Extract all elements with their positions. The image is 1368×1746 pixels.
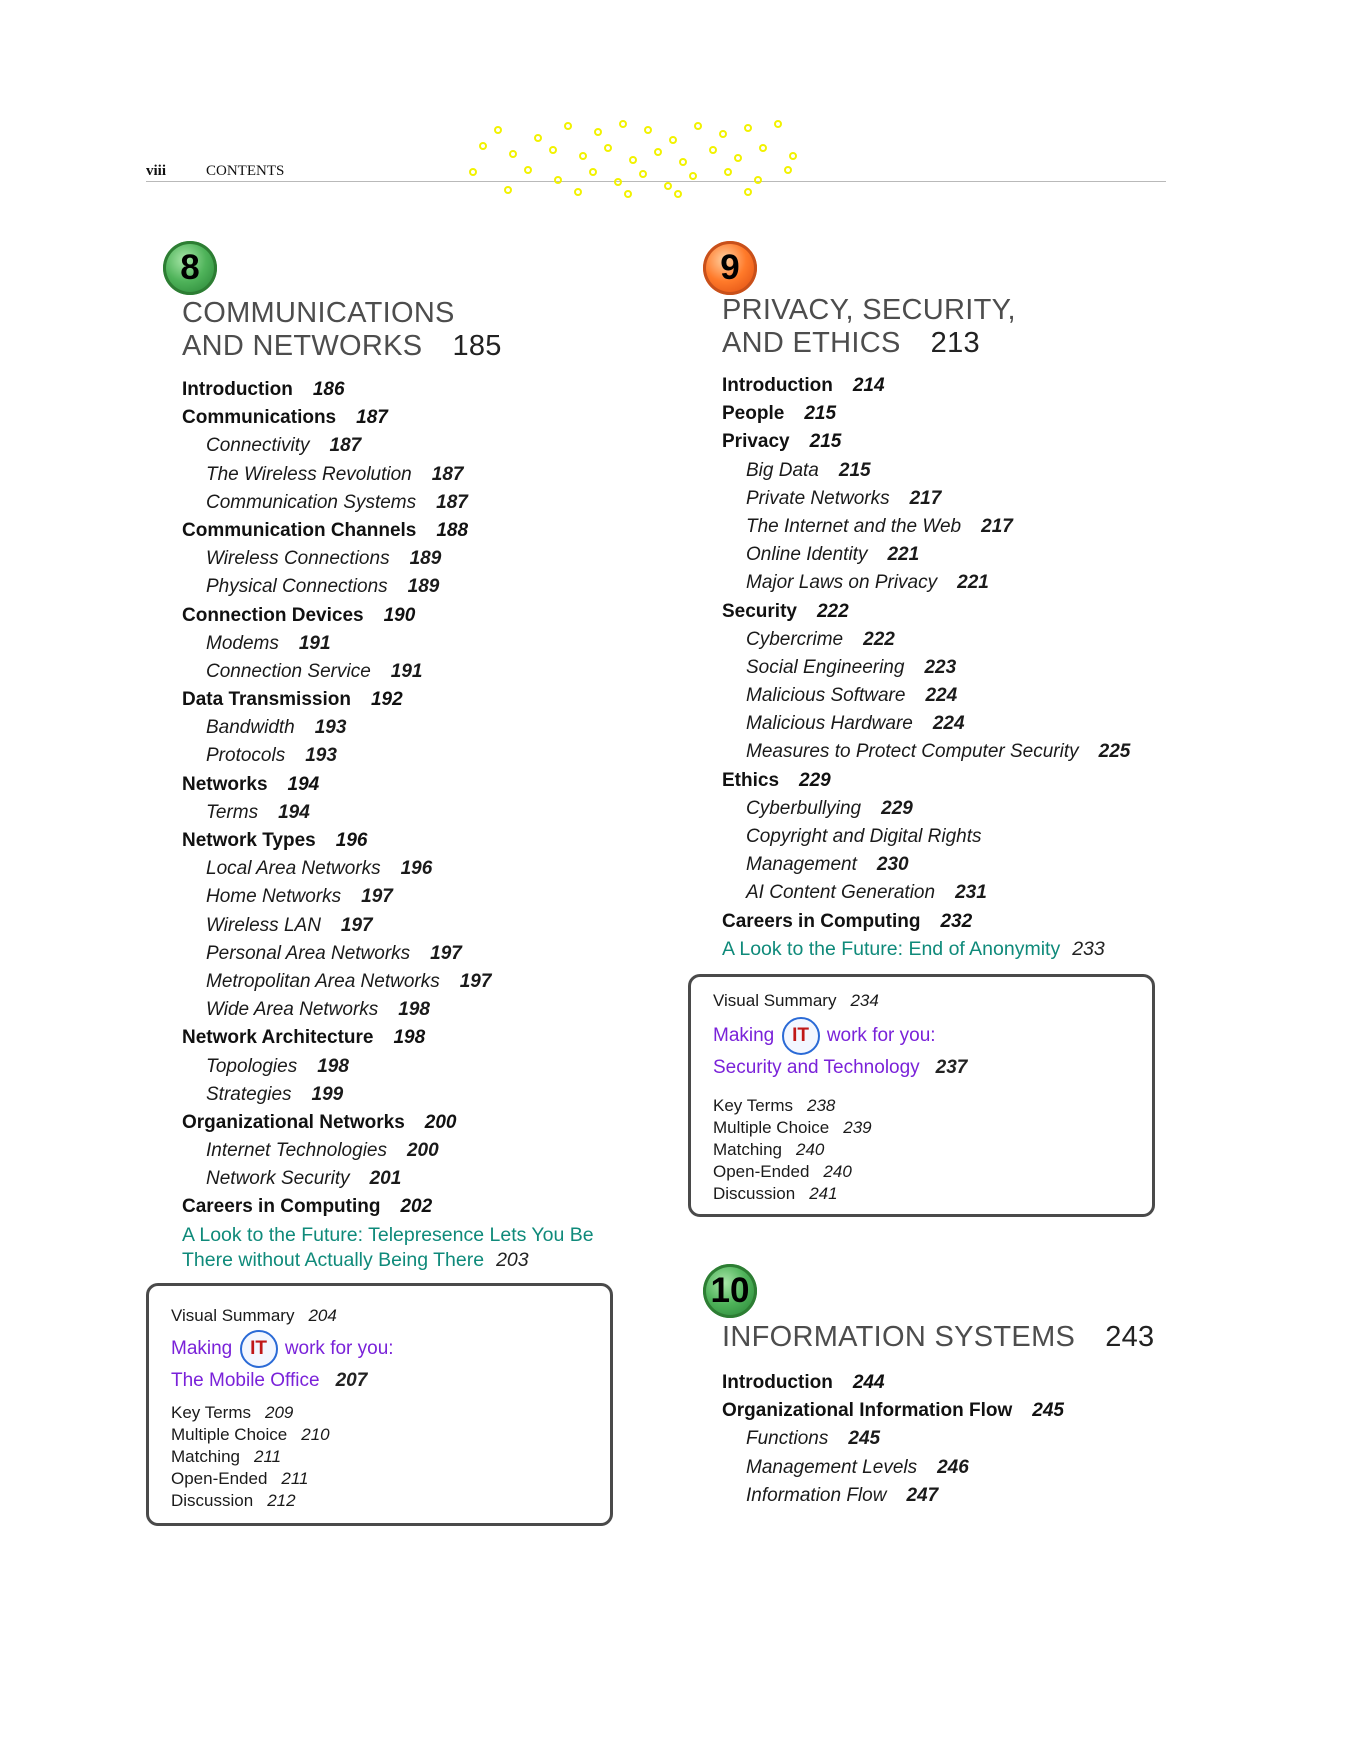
making-label: Making (713, 1025, 775, 1047)
chapter-9-review-box (688, 974, 1155, 1217)
visual-summary[interactable] (171, 1306, 337, 1326)
visual-summary-label: Visual Summary (171, 1306, 295, 1325)
toc-title: Security (722, 600, 797, 622)
toc-section[interactable] (722, 372, 1130, 400)
toc-subsection[interactable] (722, 569, 1130, 597)
visual-summary-page: 204 (308, 1306, 337, 1325)
end-item-label: Open-Ended (713, 1162, 810, 1181)
toc-subsection[interactable] (722, 795, 1130, 823)
toc-title: Terms (206, 801, 259, 823)
toc-subsection[interactable] (722, 1454, 1064, 1482)
chapter-8-title-line2: AND NETWORKS (182, 330, 423, 362)
toc-section[interactable] (182, 517, 491, 545)
decorative-dots-graphic (458, 120, 818, 200)
toc-page: 232 (940, 910, 973, 932)
toc-page: 247 (906, 1484, 939, 1506)
toc-subsection[interactable] (722, 710, 1130, 738)
toc-title: Communication Channels (182, 519, 417, 541)
toc-page: 223 (924, 656, 957, 678)
toc-title: Online Identity (746, 544, 868, 566)
toc-title: Ethics (722, 769, 780, 791)
toc-title: Malicious Hardware (746, 713, 913, 735)
toc-title: Connection Service (206, 660, 371, 682)
toc-subsection[interactable] (182, 742, 491, 770)
toc-subsection[interactable] (722, 485, 1130, 513)
toc-section[interactable] (722, 400, 1130, 428)
toc-subsection[interactable] (722, 682, 1130, 710)
page-number: viii (146, 163, 167, 179)
toc-title: Organizational Networks (182, 1111, 405, 1133)
end-item-page: 212 (267, 1491, 296, 1510)
toc-title: Connectivity (206, 435, 310, 457)
future-line1: A Look to the Future: Telepresence Lets You Be (182, 1224, 594, 1246)
end-item-label: Key Terms (171, 1403, 251, 1422)
toc-page: 186 (312, 379, 345, 400)
toc-page: 214 (852, 375, 885, 396)
toc-title: Organizational Information Flow (722, 1400, 1013, 1422)
end-of-chapter-item[interactable] (713, 1161, 872, 1183)
end-of-chapter-list (713, 1095, 872, 1205)
toc-title: Introduction (722, 1372, 833, 1393)
toc-title: Network Architecture (182, 1027, 374, 1049)
toc-subsection[interactable] (182, 799, 491, 827)
chapter-10-title (722, 1321, 1154, 1354)
toc-title: The Internet and the Web (746, 515, 962, 537)
future-page: 203 (496, 1249, 529, 1271)
toc-section[interactable] (722, 598, 1130, 626)
toc-title: Copyright and Digital Rights (746, 826, 982, 847)
work-for-you-label: work for you: (284, 1338, 394, 1360)
chapter-9-badge: 9 (703, 241, 757, 295)
chapter-9-page: 213 (930, 327, 980, 359)
toc-title: Introduction (182, 379, 293, 400)
toc-title: Private Networks (746, 487, 890, 509)
toc-page: 187 (329, 435, 362, 457)
toc-title: Personal Area Networks (206, 942, 411, 964)
making-topic-page: 237 (935, 1057, 968, 1078)
toc-page: 200 (424, 1111, 457, 1133)
toc-subsection[interactable] (722, 823, 1130, 851)
end-item-page: 240 (823, 1162, 852, 1181)
end-item-label: Matching (171, 1447, 240, 1466)
toc-subsection[interactable] (722, 513, 1130, 541)
toc-title: Network Types (182, 830, 316, 851)
toc-page: 194 (278, 801, 310, 823)
toc-page: 229 (881, 797, 913, 819)
toc-page: 189 (407, 576, 440, 598)
toc-page: 198 (398, 999, 430, 1021)
chapter-8-page: 185 (452, 330, 502, 362)
toc-title: Connection Devices (182, 604, 364, 626)
end-of-chapter-item[interactable] (713, 1183, 872, 1205)
chapter-10-toc (722, 1369, 1064, 1510)
toc-title: Bandwidth (206, 717, 295, 739)
end-item-page: 211 (253, 1447, 282, 1466)
toc-section[interactable] (182, 1024, 491, 1052)
toc-page: 189 (409, 548, 442, 570)
future-line1: A Look to the Future: End of Anonymity (722, 938, 1061, 960)
end-item-label: Discussion (171, 1491, 254, 1510)
toc-section[interactable] (722, 767, 1130, 795)
toc-section[interactable] (182, 686, 491, 714)
toc-page: 229 (799, 769, 831, 791)
toc-page: 202 (400, 1196, 433, 1218)
toc-title: Metropolitan Area Networks (206, 970, 440, 992)
end-of-chapter-item[interactable] (171, 1402, 330, 1424)
toc-page: 199 (311, 1083, 344, 1105)
toc-page: 197 (340, 914, 373, 936)
toc-subsection[interactable] (722, 654, 1130, 682)
toc-subsection[interactable] (182, 658, 491, 686)
end-item-page: 209 (265, 1403, 294, 1422)
work-for-you-label: work for you: (826, 1025, 936, 1047)
making-it-topic[interactable] (713, 1057, 967, 1079)
toc-page: 215 (809, 431, 842, 453)
end-of-chapter-item[interactable] (171, 1424, 330, 1446)
toc-page: 246 (937, 1456, 969, 1478)
end-item-page: 238 (807, 1096, 836, 1115)
toc-page: 217 (909, 487, 942, 509)
toc-title: Malicious Software (746, 685, 906, 707)
toc-subsection[interactable] (182, 714, 491, 742)
toc-section[interactable] (722, 908, 1130, 936)
toc-title: AI Content Generation (746, 882, 936, 904)
toc-subsection[interactable] (182, 940, 491, 968)
toc-page: 245 (1032, 1400, 1064, 1422)
end-of-chapter-item[interactable] (171, 1468, 330, 1490)
making-topic-label: Security and Technology (713, 1057, 920, 1078)
end-item-page: 210 (301, 1425, 330, 1444)
end-item-page: 241 (809, 1184, 838, 1203)
toc-page: 224 (932, 713, 965, 735)
future-page: 233 (1072, 938, 1105, 960)
toc-page: 197 (459, 970, 492, 992)
toc-section[interactable] (182, 827, 491, 855)
visual-summary-page: 234 (850, 991, 879, 1010)
visual-summary-label: Visual Summary (713, 991, 837, 1010)
toc-section[interactable] (182, 376, 491, 404)
toc-title: Internet Technologies (206, 1140, 387, 1162)
toc-title: Careers in Computing (722, 910, 921, 932)
toc-title: Privacy (722, 431, 790, 453)
toc-page: 217 (981, 515, 1013, 537)
toc-page: 196 (335, 830, 368, 851)
toc-subsection[interactable] (722, 457, 1130, 485)
it-logo-icon: IT (240, 1330, 278, 1368)
end-item-label: Matching (713, 1140, 782, 1159)
toc-page: 221 (887, 544, 920, 566)
toc-section[interactable] (182, 404, 491, 432)
end-item-label: Discussion (713, 1184, 796, 1203)
toc-page: 200 (406, 1140, 439, 1162)
toc-subsection[interactable] (722, 1482, 1064, 1510)
toc-title: Home Networks (206, 886, 342, 908)
chapter-10-badge: 10 (703, 1264, 757, 1318)
making-topic-label: The Mobile Office (171, 1370, 320, 1391)
toc-subsection[interactable] (182, 461, 491, 489)
toc-title: Careers in Computing (182, 1196, 381, 1218)
toc-page: 187 (431, 463, 464, 485)
making-label: Making (171, 1338, 233, 1360)
toc-subsection[interactable] (182, 1053, 491, 1081)
end-item-page: 211 (281, 1469, 309, 1488)
chapter-9-title (722, 294, 1016, 360)
toc-page: 190 (383, 604, 416, 626)
toc-page: 201 (369, 1168, 402, 1190)
toc-subsection[interactable] (182, 573, 491, 601)
toc-section[interactable] (722, 428, 1130, 456)
toc-title: Wireless LAN (206, 914, 321, 936)
toc-subsection[interactable] (182, 855, 491, 883)
toc-title: Networks (182, 773, 268, 795)
end-of-chapter-item[interactable] (713, 1095, 872, 1117)
toc-page: 193 (305, 745, 337, 767)
toc-subsection[interactable] (722, 1425, 1064, 1453)
end-item-label: Multiple Choice (171, 1425, 288, 1444)
toc-section[interactable] (182, 602, 491, 630)
it-logo-icon: IT (782, 1017, 820, 1055)
toc-page: 192 (370, 689, 403, 711)
future-line2: There without Actually Being There (182, 1249, 485, 1271)
toc-subsection[interactable] (722, 879, 1130, 907)
toc-page: 197 (361, 886, 393, 908)
end-of-chapter-item[interactable] (713, 1139, 872, 1161)
end-of-chapter-item[interactable] (171, 1446, 330, 1468)
toc-subsection[interactable] (182, 489, 491, 517)
toc-title: Communications (182, 407, 337, 429)
toc-title: The Wireless Revolution (206, 463, 412, 485)
toc-title: Wireless Connections (206, 548, 390, 570)
toc-page: 187 (356, 407, 388, 429)
toc-page: 221 (957, 572, 989, 594)
toc-title: Topologies (206, 1055, 298, 1077)
toc-title: Strategies (206, 1083, 292, 1105)
toc-title: Data Transmission (182, 689, 351, 711)
toc-subsection[interactable] (182, 1165, 491, 1193)
end-item-label: Multiple Choice (713, 1118, 830, 1137)
chapter-8-future-link[interactable] (182, 1223, 594, 1273)
toc-subsection[interactable] (182, 996, 491, 1024)
toc-title: Management Levels (746, 1456, 918, 1478)
toc-section[interactable] (182, 1109, 491, 1137)
toc-subsection[interactable] (182, 883, 491, 911)
toc-title: Social Engineering (746, 656, 905, 678)
making-it-work-heading[interactable] (713, 1017, 936, 1055)
toc-page: 198 (317, 1055, 349, 1077)
chapter-9-title-line1: PRIVACY, SECURITY, (722, 294, 1016, 326)
toc-title: Information Flow (746, 1484, 887, 1506)
toc-page: 215 (804, 403, 837, 425)
toc-title: Cyberbullying (746, 797, 862, 819)
making-topic-page: 207 (335, 1370, 368, 1391)
toc-title: Wide Area Networks (206, 999, 379, 1021)
toc-section[interactable] (722, 1397, 1064, 1425)
toc-title: Communication Systems (206, 491, 417, 513)
toc-subsection[interactable] (182, 1081, 491, 1109)
toc-subsection[interactable] (182, 630, 491, 658)
chapter-10-page: 243 (1105, 1321, 1155, 1353)
toc-page: 198 (393, 1027, 426, 1049)
chapter-8-badge: 8 (163, 241, 217, 295)
chapter-10-title-line1: INFORMATION SYSTEMS (722, 1321, 1076, 1353)
toc-page: 188 (436, 519, 469, 541)
toc-page: 244 (852, 1372, 885, 1393)
end-of-chapter-item[interactable] (171, 1490, 330, 1512)
making-it-work-heading[interactable] (171, 1330, 394, 1368)
toc-subsection[interactable] (182, 1137, 491, 1165)
toc-title: Big Data (746, 459, 819, 481)
chapter-8-toc (182, 376, 491, 1222)
toc-title: Introduction (722, 375, 833, 396)
chapter-8-title (182, 297, 502, 363)
end-item-page: 239 (843, 1118, 872, 1137)
toc-page: 245 (848, 1428, 881, 1450)
toc-title: Protocols (206, 745, 286, 767)
chapter-8-title-line1: COMMUNICATIONS (182, 297, 455, 329)
toc-subsection[interactable] (182, 968, 491, 996)
toc-subsection[interactable] (722, 738, 1130, 766)
toc-title: Modems (206, 632, 279, 654)
toc-title: Measures to Protect Computer Security (746, 741, 1079, 763)
toc-title: People (722, 403, 785, 425)
toc-page: 187 (436, 491, 468, 513)
end-item-label: Open-Ended (171, 1469, 268, 1488)
toc-subsection[interactable] (182, 912, 491, 940)
toc-page: 224 (925, 685, 958, 707)
toc-title: Functions (746, 1428, 829, 1450)
toc-section[interactable] (182, 1193, 491, 1221)
chapter-8-review-box (146, 1283, 613, 1526)
toc-title: Local Area Networks (206, 858, 381, 880)
toc-page: 191 (298, 632, 331, 654)
toc-page: 215 (838, 459, 871, 481)
toc-page: 196 (400, 858, 433, 880)
toc-page: 222 (816, 600, 849, 622)
visual-summary[interactable] (713, 991, 879, 1011)
toc-page: 194 (287, 773, 320, 795)
toc-page: 193 (314, 717, 347, 739)
making-it-topic[interactable] (171, 1370, 367, 1392)
toc-section[interactable] (182, 771, 491, 799)
toc-page: 225 (1098, 741, 1131, 763)
end-of-chapter-item[interactable] (713, 1117, 872, 1139)
end-item-label: Key Terms (713, 1096, 793, 1115)
toc-title: Major Laws on Privacy (746, 572, 938, 594)
toc-subsection[interactable] (722, 851, 1130, 879)
chapter-9-title-line2: AND ETHICS (722, 327, 901, 359)
toc-subsection[interactable] (722, 541, 1130, 569)
toc-subsection[interactable] (182, 432, 491, 460)
end-item-page: 240 (795, 1140, 825, 1159)
toc-page: 197 (430, 942, 462, 964)
chapter-9-future-link[interactable] (722, 937, 1105, 962)
end-of-chapter-list (171, 1402, 330, 1512)
toc-title: Cybercrime (746, 628, 844, 650)
toc-subsection[interactable] (722, 626, 1130, 654)
toc-subsection[interactable] (182, 545, 491, 573)
toc-page: 222 (863, 628, 895, 650)
toc-title: Network Security (206, 1168, 350, 1190)
toc-title: Physical Connections (206, 576, 388, 598)
toc-title: Management (746, 854, 857, 876)
toc-page: 191 (390, 660, 423, 682)
toc-page: 230 (876, 854, 909, 876)
running-title: CONTENTS (206, 163, 285, 179)
toc-page: 231 (955, 882, 987, 904)
chapter-9-toc (722, 372, 1130, 936)
toc-section[interactable] (722, 1369, 1064, 1397)
